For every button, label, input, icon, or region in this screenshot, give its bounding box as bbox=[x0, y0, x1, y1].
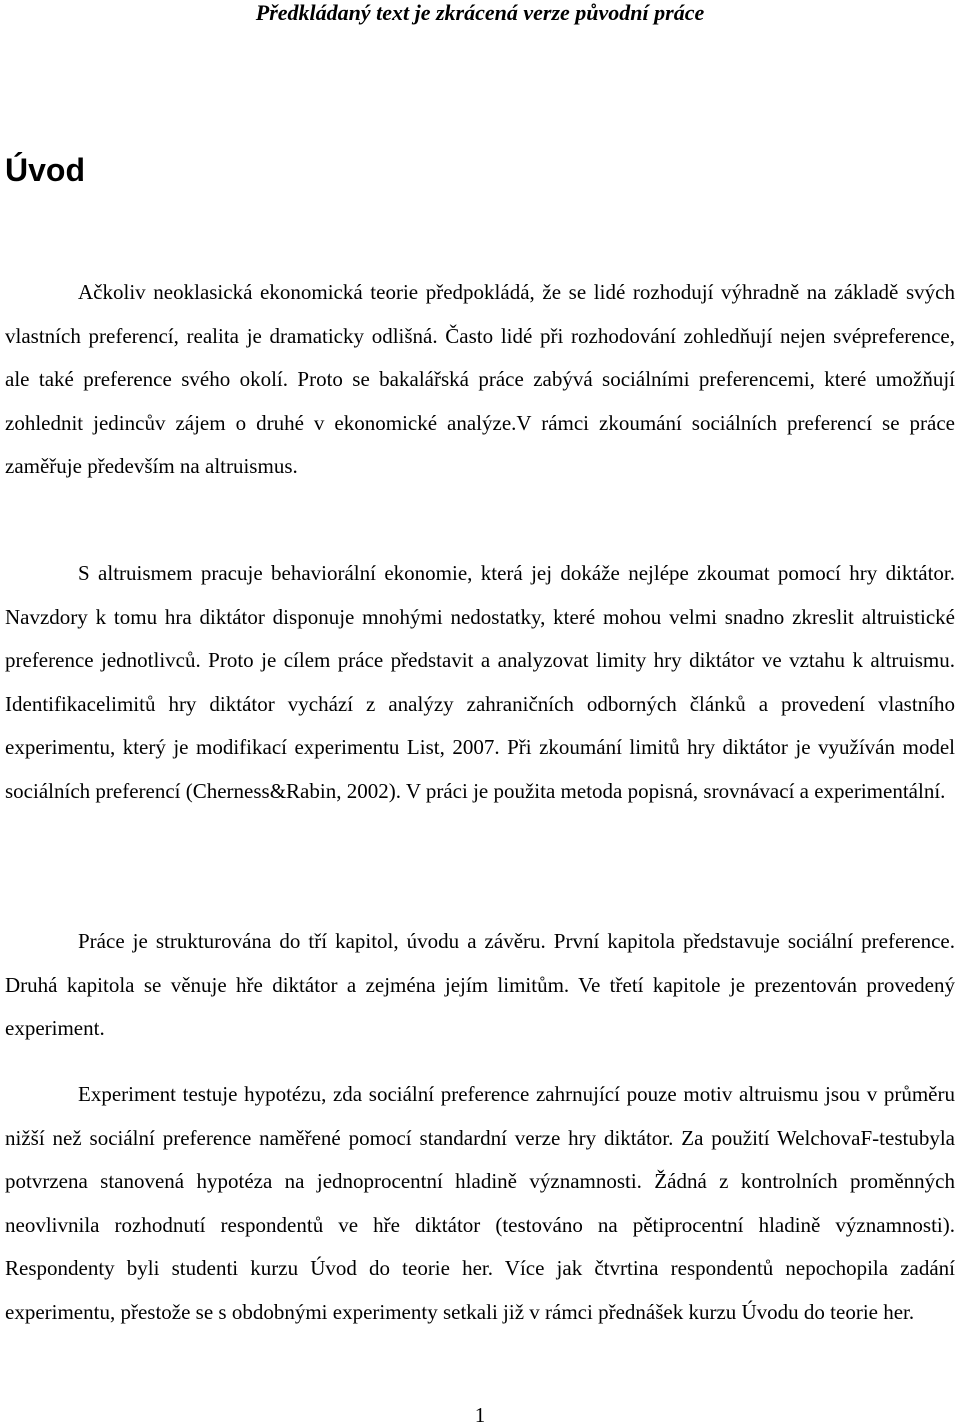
paragraph-experiment: Experiment testuje hypotézu, zda sociální preference zahrnující pouze motiv altruismu jsou v průměru nižší než sociální preference naměřené pomocí standardní verze hry diktátor. Za použití WelchovaF-testubyla potvrzena stanovená hypotéza na jednoprocentní hladině významnosti. Žádná z kontrolních proměnných neovlivnila rozhodnutí respondentů ve hře diktátor (testováno na pětiprocentní hladině významnosti). Respondenty byli studenti kurzu Úvod do teorie her. Více jak čtvrtina respondentů nepochopila zadání experimentu, přestože se s obdobnými experimenty setkali již v rámci přednášek kurzu Úvodu do teorie her. bbox=[5, 1082, 955, 1324]
paragraph-intro: Ačkoliv neoklasická ekonomická teorie předpokládá, že se lidé rozhodují výhradně na základě svých vlastních preferencí, realita je dramaticky odlišná. Často lidé při rozhodování zohledňují nejen svépreference, ale také preference svého okolí. Proto se bakalářská práce zabývá sociálními preferencemi, které umožňují zohlednit jedincův zájem o druhé v ekonomické analýze.V rámci zkoumání sociálních preferencí se práce zaměřuje především na altruismus. bbox=[5, 280, 955, 478]
paragraph-aim: S altruismem pracuje behaviorální ekonomie, která jej dokáže nejlépe zkoumat pomocí hry diktátor. Navzdory k tomu hra diktátor disponuje mnohými nedostatky, které mohou velmi snadno zkreslit altruistické preference jednotlivců. Proto je cílem práce představit a analyzovat limity hry diktátor ve vztahu k altruismu. Identifikacelimitů hry diktátor vychází z analýzy zahraničních odborných článků a provedení vlastního experimentu, který je modifikací experimentu List, 2007. Při zkoumání limitů hry diktátor je využíván model sociálních preferencí (Cherness&Rabin, 2002). V práci je použita metoda popisná, srovnávací a experimentální. bbox=[5, 561, 955, 803]
page-header-note: Předkládaný text je zkrácená verze původní práce bbox=[255, 0, 705, 25]
section-title: Úvod bbox=[5, 152, 85, 188]
page-number: 1 bbox=[474, 1403, 486, 1427]
paragraph-structure: Práce je strukturována do tří kapitol, úvodu a závěru. První kapitola představuje sociální preference. Druhá kapitola se věnuje hře diktátor a zejména jejím limitům. Ve třetí kapitole je prezentován provedený experiment. bbox=[5, 929, 955, 1040]
